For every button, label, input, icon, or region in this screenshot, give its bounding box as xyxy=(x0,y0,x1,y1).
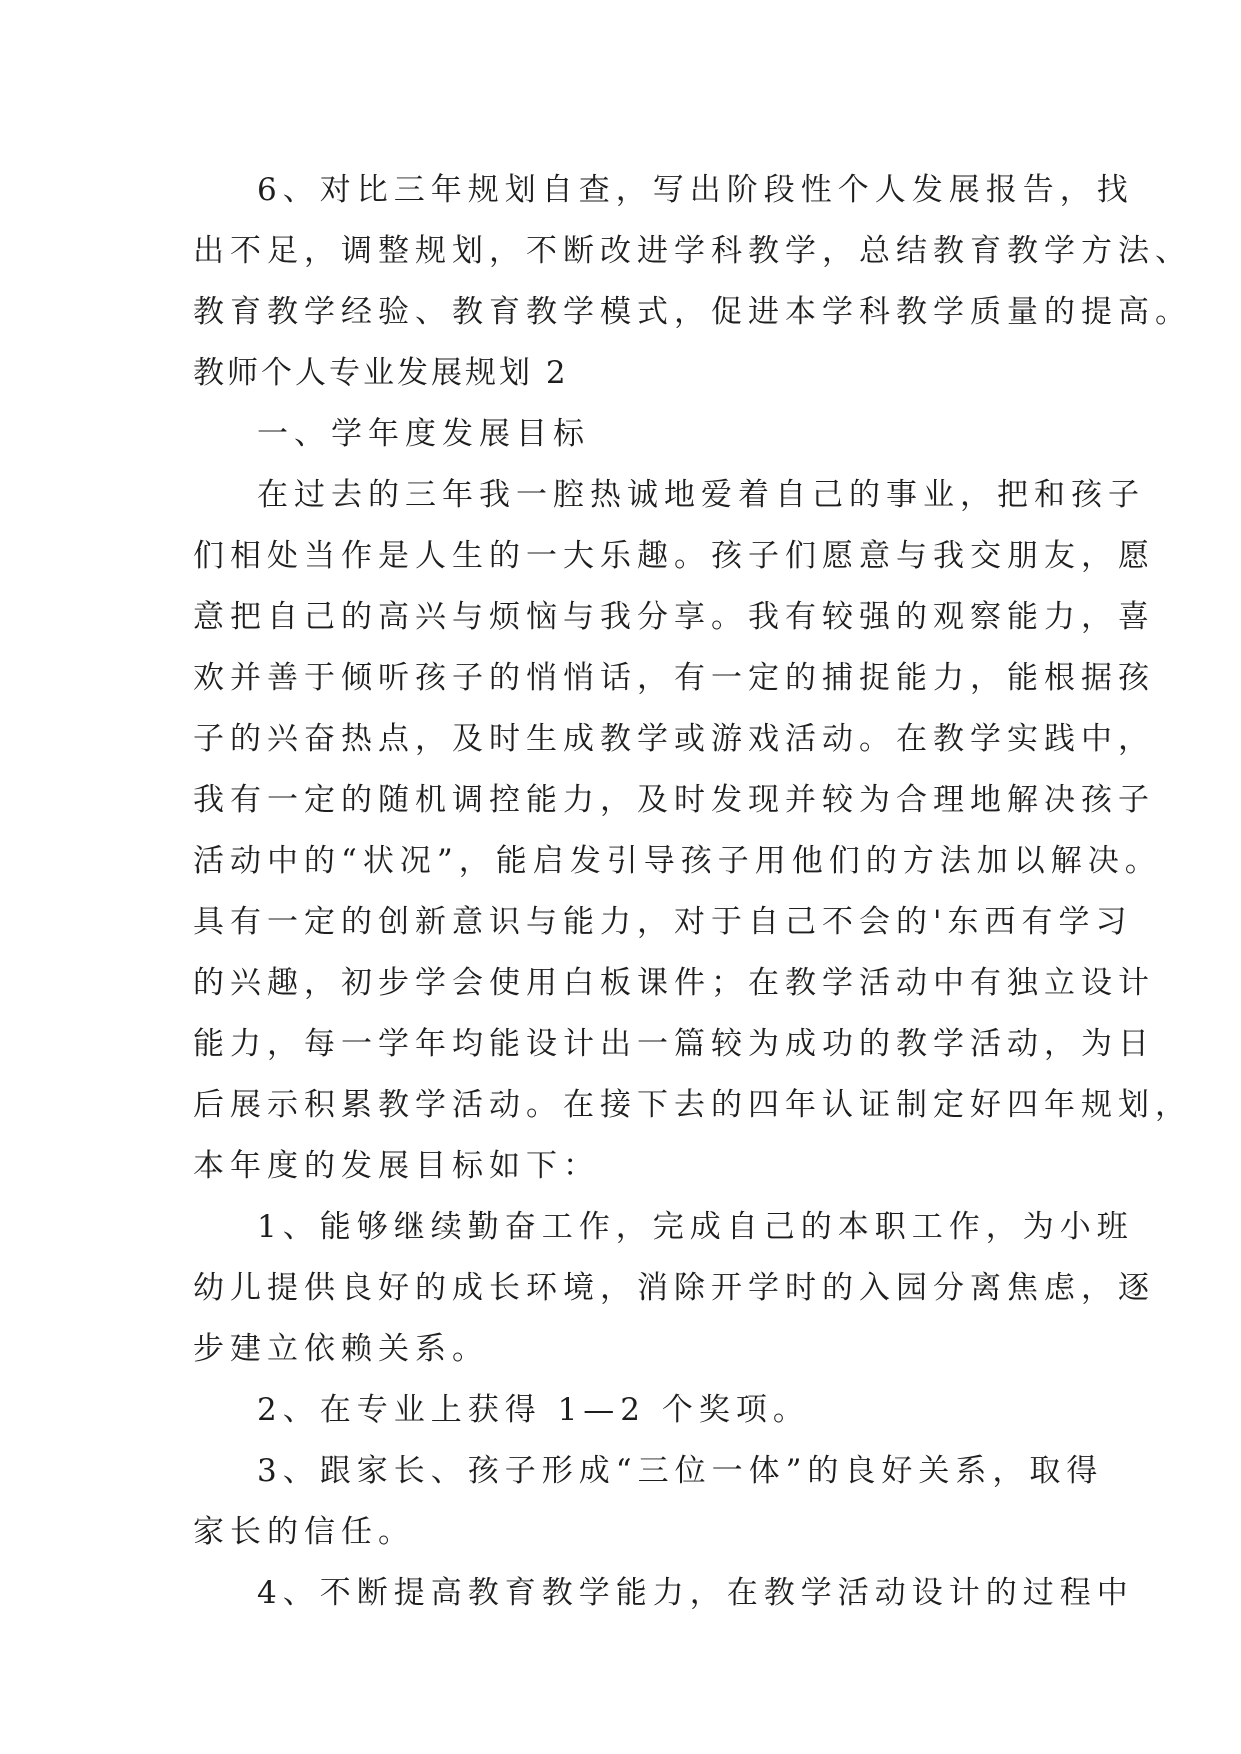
text-line: 本年度的发展目标如下： xyxy=(193,1148,600,1184)
subsection-heading: 一、学年度发展目标 xyxy=(257,416,590,452)
text-line: 步建立依赖关系。 xyxy=(193,1331,489,1367)
list-item: 1、能够继续勤奋工作，完成自己的本职工作，为小班 xyxy=(257,1209,1134,1245)
list-item: 3、跟家长、孩子形成“三位一体”的良好关系，取得 xyxy=(257,1453,1104,1489)
text-line: 子的兴奋热点，及时生成教学或游戏活动。在教学实践中， xyxy=(193,721,1155,757)
text-line: 教育教学经验、教育教学模式，促进本学科教学质量的提高。 xyxy=(193,294,1192,330)
list-item: 2、在专业上获得 1—2 个奖项。 xyxy=(257,1392,810,1428)
text-line: 6、对比三年规划自查，写出阶段性个人发展报告，找 xyxy=(257,172,1134,208)
list-item: 4、不断提高教育教学能力，在教学活动设计的过程中 xyxy=(257,1575,1134,1611)
text-line: 的兴趣，初步学会使用白板课件；在教学活动中有独立设计 xyxy=(193,965,1155,1001)
text-line: 幼儿提供良好的成长环境，消除开学时的入园分离焦虑，逐 xyxy=(193,1270,1155,1306)
text-line: 们相处当作是人生的一大乐趣。孩子们愿意与我交朋友，愿 xyxy=(193,538,1155,574)
text-line: 出不足，调整规划，不断改进学科教学，总结教育教学方法、 xyxy=(193,233,1192,269)
section-title: 教师个人专业发展规划 2 xyxy=(193,355,569,391)
text-line: 欢并善于倾听孩子的悄悄话，有一定的捕捉能力，能根据孩 xyxy=(193,660,1155,696)
document-body xyxy=(193,160,1192,1624)
text-line: 在过去的三年我一腔热诚地爱着自己的事业，把和孩子 xyxy=(257,477,1145,513)
text-line: 能力，每一学年均能设计出一篇较为成功的教学活动，为日 xyxy=(193,1026,1155,1062)
text-line: 我有一定的随机调控能力，及时发现并较为合理地解决孩子 xyxy=(193,782,1155,818)
text-line: 后展示积累教学活动。在接下去的四年认证制定好四年规划， xyxy=(193,1087,1192,1123)
text-line: 家长的信任。 xyxy=(193,1514,415,1550)
text-line: 活动中的“状况”，能启发引导孩子用他们的方法加以解决。 xyxy=(193,843,1162,879)
text-line: 具有一定的创新意识与能力，对于自己不会的'东西有学习 xyxy=(193,904,1133,940)
text-line: 意把自己的高兴与烦恼与我分享。我有较强的观察能力，喜 xyxy=(193,599,1155,635)
